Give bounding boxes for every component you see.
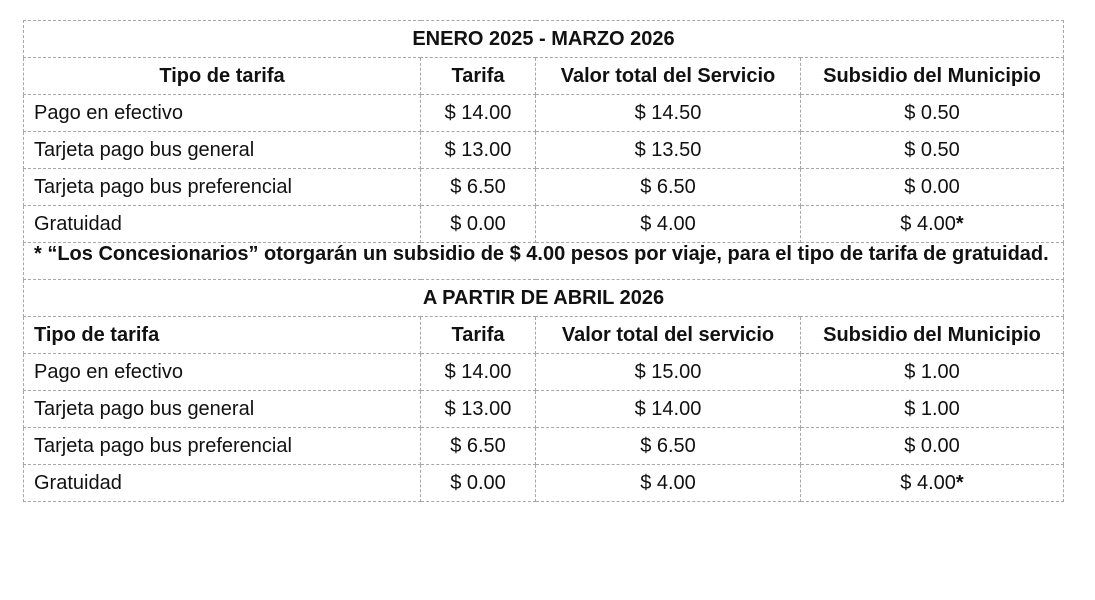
subsidio-value: $ 0.50 xyxy=(904,101,960,124)
cell-tipo: Tarjeta pago bus preferencial xyxy=(24,169,421,206)
table-row xyxy=(24,391,1064,428)
header-subsidio: Subsidio del Municipio xyxy=(801,317,1064,354)
table-row xyxy=(24,132,1064,169)
subsidio-value: $ 0.00 xyxy=(904,175,960,198)
cell-valor: $ 13.50 xyxy=(536,132,801,169)
table-row xyxy=(24,169,1064,206)
header-tipo: Tipo de tarifa xyxy=(24,58,421,95)
cell-valor: $ 4.00 xyxy=(536,206,801,243)
cell-tipo: Tarjeta pago bus general xyxy=(24,132,421,169)
cell-tarifa: $ 6.50 xyxy=(421,169,536,206)
cell-subsidio xyxy=(801,95,1064,132)
cell-tipo: Tarjeta pago bus general xyxy=(24,391,421,428)
table-row xyxy=(24,465,1064,502)
subsidio-value: $ 1.00 xyxy=(904,360,960,383)
fare-table xyxy=(23,20,1064,502)
header-subsidio: Subsidio del Municipio xyxy=(801,58,1064,95)
cell-valor: $ 15.00 xyxy=(536,354,801,391)
subsidio-value: $ 1.00 xyxy=(904,397,960,420)
cell-subsidio xyxy=(801,206,1064,243)
cell-tipo: Gratuidad xyxy=(24,206,421,243)
footnote-mark: * xyxy=(955,212,964,235)
footnote-row xyxy=(24,243,1064,280)
header-row xyxy=(24,317,1064,354)
period-title: ENERO 2025 - MARZO 2026 xyxy=(24,21,1064,58)
header-valor: Valor total del Servicio xyxy=(536,58,801,95)
cell-tipo: Gratuidad xyxy=(24,465,421,502)
cell-tarifa: $ 13.00 xyxy=(421,391,536,428)
period-title-row xyxy=(24,21,1064,58)
cell-tarifa: $ 0.00 xyxy=(421,465,536,502)
table-row xyxy=(24,354,1064,391)
subsidio-value: $ 0.50 xyxy=(904,138,960,161)
cell-tarifa: $ 14.00 xyxy=(421,95,536,132)
cell-valor: $ 6.50 xyxy=(536,428,801,465)
table-row xyxy=(24,206,1064,243)
subsidio-value: $ 0.00 xyxy=(904,434,960,457)
table-row xyxy=(24,95,1064,132)
cell-valor: $ 6.50 xyxy=(536,169,801,206)
cell-tipo: Pago en efectivo xyxy=(24,95,421,132)
footnote-mark: * xyxy=(955,471,964,494)
subsidio-value: $ 4.00 xyxy=(900,471,956,494)
header-row xyxy=(24,58,1064,95)
cell-valor: $ 14.00 xyxy=(536,391,801,428)
cell-subsidio xyxy=(801,169,1064,206)
subsidio-value: $ 4.00 xyxy=(900,212,956,235)
period-title-row xyxy=(24,280,1064,317)
cell-tarifa: $ 6.50 xyxy=(421,428,536,465)
cell-tarifa: $ 14.00 xyxy=(421,354,536,391)
cell-subsidio xyxy=(801,391,1064,428)
header-valor: Valor total del servicio xyxy=(536,317,801,354)
period-title: A PARTIR DE ABRIL 2026 xyxy=(24,280,1064,317)
cell-tipo: Pago en efectivo xyxy=(24,354,421,391)
cell-valor: $ 4.00 xyxy=(536,465,801,502)
header-tarifa: Tarifa xyxy=(421,58,536,95)
header-tarifa: Tarifa xyxy=(421,317,536,354)
header-tipo: Tipo de tarifa xyxy=(24,317,421,354)
cell-subsidio xyxy=(801,354,1064,391)
footnote: * “Los Concesionarios” otorgarán un subsidio de $ 4.00 pesos por viaje, para el tipo de tarifa de gratuidad. xyxy=(24,243,1064,280)
cell-subsidio xyxy=(801,465,1064,502)
cell-subsidio xyxy=(801,428,1064,465)
cell-valor: $ 14.50 xyxy=(536,95,801,132)
cell-tarifa: $ 0.00 xyxy=(421,206,536,243)
cell-tarifa: $ 13.00 xyxy=(421,132,536,169)
cell-subsidio xyxy=(801,132,1064,169)
cell-tipo: Tarjeta pago bus preferencial xyxy=(24,428,421,465)
table-row xyxy=(24,428,1064,465)
